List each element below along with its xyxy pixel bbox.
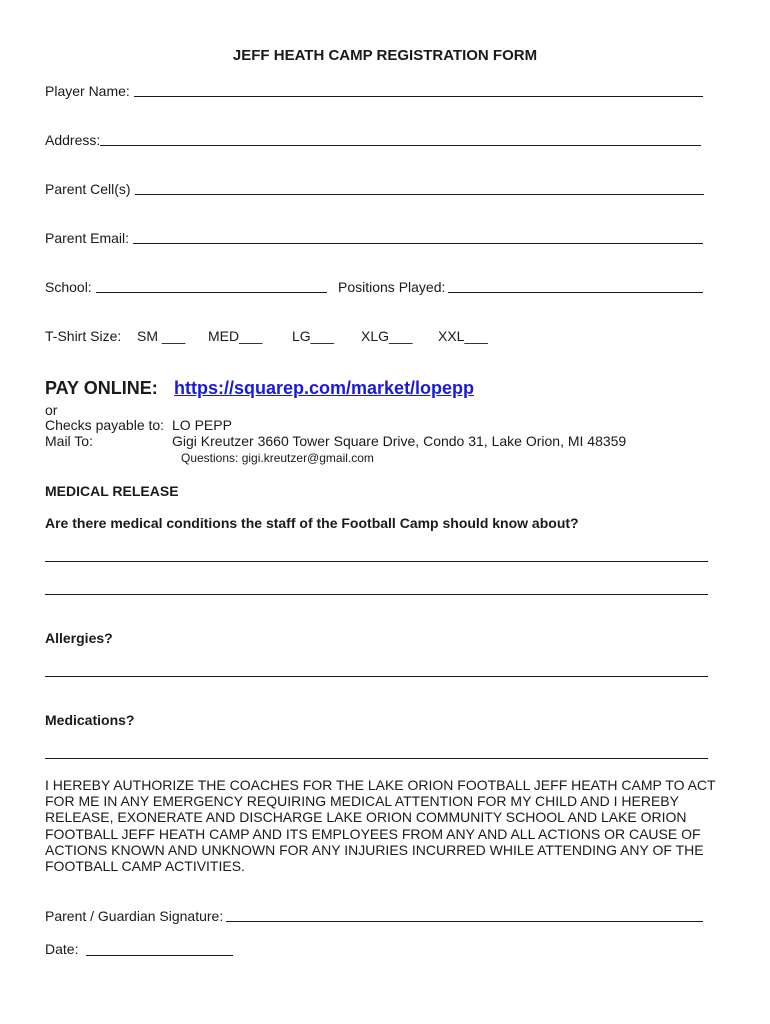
- checks-value: LO PEPP: [172, 417, 232, 433]
- tshirt-size-lg[interactable]: LG___: [292, 328, 335, 344]
- parent-email-field[interactable]: [133, 243, 703, 244]
- medical-conditions-question: Are there medical conditions the staff of the Football Camp should know about?: [45, 515, 579, 531]
- allergies-label: Allergies?: [45, 630, 113, 646]
- or-text: or: [45, 402, 58, 418]
- positions-label: Positions Played:: [338, 279, 446, 295]
- address-field[interactable]: [100, 145, 701, 146]
- player-name-field[interactable]: [134, 96, 703, 97]
- pay-online-label: PAY ONLINE:: [45, 378, 158, 398]
- tshirt-label: T-Shirt Size:: [45, 328, 122, 344]
- mail-label: Mail To:: [45, 433, 93, 449]
- signature-label: Parent / Guardian Signature:: [45, 908, 224, 924]
- player-name-label: Player Name:: [45, 83, 130, 99]
- tshirt-size-med[interactable]: MED___: [208, 328, 263, 344]
- mail-address: Gigi Kreutzer 3660 Tower Square Drive, Condo 31, Lake Orion, MI 48359: [172, 433, 627, 449]
- school-field[interactable]: [96, 292, 327, 293]
- positions-field[interactable]: [448, 292, 703, 293]
- tshirt-size-xxl[interactable]: XXL___: [438, 328, 488, 344]
- date-field[interactable]: [86, 955, 233, 956]
- tshirt-size-sm[interactable]: SM ___: [137, 328, 186, 344]
- questions-contact: Questions: gigi.kreutzer@gmail.com: [181, 451, 374, 465]
- medical-conditions-line-1[interactable]: [45, 561, 708, 562]
- parent-cell-label: Parent Cell(s): [45, 181, 131, 197]
- parent-email-label: Parent Email:: [45, 230, 130, 246]
- page-title: JEFF HEATH CAMP REGISTRATION FORM: [232, 47, 538, 64]
- pay-online-link[interactable]: https://squarep.com/market/lopepp: [174, 378, 475, 398]
- signature-field[interactable]: [226, 921, 703, 922]
- checks-label: Checks payable to:: [45, 417, 165, 433]
- medical-release-heading: MEDICAL RELEASE: [45, 483, 179, 499]
- medications-line[interactable]: [45, 758, 708, 759]
- parent-cell-field[interactable]: [135, 194, 704, 195]
- medical-conditions-line-2[interactable]: [45, 594, 708, 595]
- allergies-line[interactable]: [45, 676, 708, 677]
- medications-label: Medications?: [45, 712, 135, 728]
- school-label: School:: [45, 279, 92, 295]
- address-label: Address:: [45, 132, 101, 148]
- tshirt-size-xlg[interactable]: XLG___: [361, 328, 413, 344]
- authorization-statement: I HEREBY AUTHORIZE THE COACHES FOR THE LAKE ORION FOOTBALL JEFF HEATH CAMP TO ACT FOR ME IN ANY EMERGENCY REQUIRING MEDICAL ATTENTION FOR MY CHILD AND I HEREBY RELEASE, EXONERATE AND DISCHARGE LAKE ORION COMMUNITY SCHOOL AND LAKE ORION FOOTBALL JEFF HEATH CAMP AND ITS EMPLOYEES FROM ANY AND ALL ACTIONS OR CAUSE OF ACTIONS KNOWN AND UNKNOWN FOR ANY INJURIES INCURRED WHILE ATTENDING ANY OF THE FOOTBALL CAMP ACTIVITIES.: [45, 777, 716, 875]
- date-label: Date:: [45, 941, 79, 957]
